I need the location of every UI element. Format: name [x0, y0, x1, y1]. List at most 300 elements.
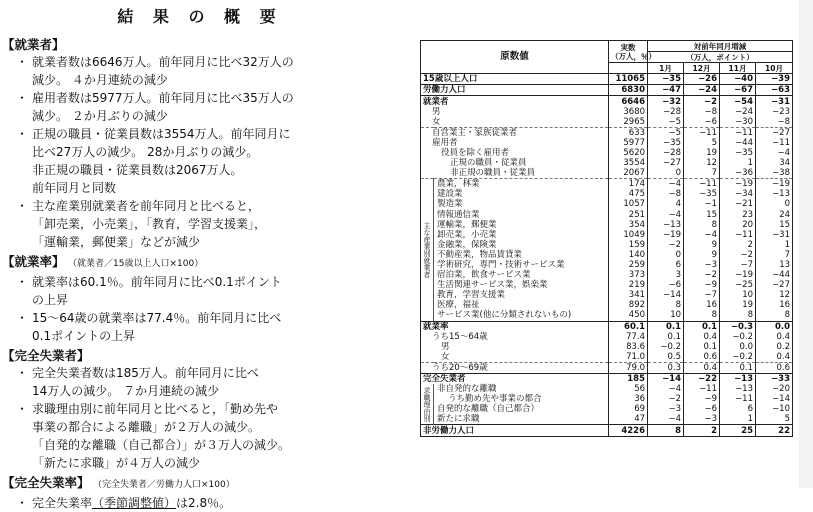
table-row	[421, 127, 793, 138]
change-value-cell: 10	[648, 310, 684, 321]
actual-value-cell: 2067	[609, 168, 648, 179]
change-value-cell: 2	[684, 425, 720, 436]
section-heading-text: 【完全失業者】	[2, 348, 90, 363]
row-label: 男	[441, 341, 450, 352]
industry-group-label: 主な産業別就業者	[421, 179, 434, 321]
change-value-cell: −3	[648, 404, 684, 414]
change-value-cell: 0	[648, 168, 684, 179]
bullet-item	[2, 53, 402, 89]
table-row	[421, 352, 793, 363]
month-header: 11月	[720, 63, 756, 74]
actual-value-cell: 6646	[609, 96, 648, 107]
row-label: 就業率	[421, 321, 609, 332]
change-value-cell: −7	[720, 260, 756, 270]
change-value-cell: −36	[720, 168, 756, 179]
change-value-cell: −13	[756, 189, 793, 199]
change-value-cell: −11	[756, 138, 793, 148]
actual-value-cell: 354	[609, 220, 648, 230]
table-row	[421, 332, 793, 342]
row-label: 正規の職員・従業員	[450, 158, 527, 169]
row-label: 15歳以上人口	[421, 74, 609, 85]
table-row	[421, 384, 793, 394]
change-value-cell: −8	[684, 107, 720, 117]
bullet-segment: 完全失業率	[32, 496, 93, 510]
table-row	[421, 414, 793, 425]
change-value-cell: −8	[648, 189, 684, 199]
change-value-cell: 0.5	[648, 352, 684, 363]
actual-value-cell: 56	[609, 384, 648, 394]
change-value-cell: −28	[648, 148, 684, 158]
section-heading-text: 【完全失業率】	[2, 475, 90, 490]
change-value-cell: 15	[756, 220, 793, 230]
bullet-line: 0.1ポイントの上昇	[32, 329, 136, 343]
change-value-cell: −13	[648, 220, 684, 230]
table-row	[421, 199, 793, 209]
change-value-cell: −38	[756, 168, 793, 179]
bullet-line: 比べ27万人の減少。 28か月ぶりの減少。	[32, 145, 259, 159]
change-value-cell: −2	[648, 240, 684, 250]
bullet-line: ・ 15～64歳の就業率は77.4％。前年同月に比べ	[32, 311, 282, 325]
change-value-cell: −14	[648, 374, 684, 385]
change-value-cell: −0.2	[648, 342, 684, 352]
table-row	[421, 107, 793, 117]
change-value-cell: 5	[684, 138, 720, 148]
change-value-cell: 6	[720, 404, 756, 414]
table-row	[421, 300, 793, 310]
change-value-cell: 1	[720, 414, 756, 425]
section-heading	[2, 474, 402, 494]
change-value-cell: −5	[648, 117, 684, 128]
month-header: 10月	[756, 63, 793, 74]
table-row	[421, 168, 793, 179]
change-value-cell: 25	[720, 425, 756, 436]
table-row	[421, 138, 793, 148]
change-value-cell: −19	[648, 230, 684, 240]
actual-value-cell: 2965	[609, 117, 648, 128]
bullet-line: 「卸売業，小売業」，「教育，学習支援業」，	[32, 217, 267, 231]
row-label: 完全失業者	[421, 374, 609, 385]
row-label: 男	[432, 106, 441, 117]
table-row	[421, 158, 793, 168]
change-value-cell: 9	[684, 250, 720, 260]
bullet-line: ・ 就業者数は6646万人。前年同月に比べ32万人の	[32, 55, 294, 69]
bullet-line: 事業の都合による離職」が２万人の減少。	[32, 420, 261, 434]
row-label: うち15～64歳	[432, 331, 488, 342]
actual-value-cell: 11065	[609, 74, 648, 85]
table-row	[421, 290, 793, 300]
change-value-cell: −6	[684, 117, 720, 128]
bullet-item	[2, 364, 402, 400]
change-value-cell: −0.3	[720, 321, 756, 332]
statistics-table	[420, 40, 793, 437]
change-value-cell: 0	[648, 250, 684, 260]
row-label: サービス業(他に分類されないもの)	[437, 310, 572, 321]
actual-value-cell: 79.0	[609, 362, 648, 373]
actual-value-cell: 450	[609, 310, 648, 321]
change-value-cell: 0.1	[720, 362, 756, 373]
change-value-cell: 12	[756, 290, 793, 300]
table-row	[421, 74, 793, 85]
actual-value-cell: 1057	[609, 199, 648, 209]
change-value-cell: 22	[756, 425, 793, 436]
header-label: 原数値	[421, 41, 609, 74]
change-value-cell: 8	[684, 310, 720, 321]
change-value-cell: −20	[756, 384, 793, 394]
section-note: （就業者／15歳以上人口×100）	[72, 259, 204, 269]
row-label: 自営業主・家族従業者	[421, 127, 609, 138]
change-value-cell: 4	[648, 199, 684, 209]
row-label: 自発的な離職（自己都合）	[437, 404, 540, 415]
actual-value-cell: 140	[609, 250, 648, 260]
bullet-item	[2, 125, 402, 197]
row-label: 不動産業，物品賃貸業	[437, 249, 523, 260]
change-value-cell: −21	[720, 199, 756, 209]
summary-column	[2, 34, 402, 512]
actual-value-cell: 251	[609, 210, 648, 220]
change-value-cell: −9	[684, 394, 720, 404]
change-value-cell: −11	[684, 384, 720, 394]
change-value-cell: −0.2	[720, 352, 756, 363]
change-value-cell: 20	[720, 220, 756, 230]
change-value-cell: 0	[756, 199, 793, 209]
section-heading-text: 【就業率】	[2, 254, 65, 269]
row-label: 新たに求職	[437, 414, 480, 425]
month-header: 12月	[684, 63, 720, 74]
actual-value-cell: 219	[609, 280, 648, 290]
section-heading	[2, 36, 402, 53]
row-label: 医療，福祉	[437, 300, 480, 311]
actual-value-cell: 3680	[609, 107, 648, 117]
change-value-cell: −11	[684, 127, 720, 138]
change-value-cell: 34	[756, 158, 793, 168]
scrollbar-track[interactable]	[799, 0, 813, 488]
change-value-cell: 8	[720, 310, 756, 321]
change-value-cell: −25	[720, 280, 756, 290]
change-value-cell: −1	[684, 199, 720, 209]
bullet-item	[2, 273, 402, 309]
change-value-cell: 19	[684, 148, 720, 158]
change-value-cell: −30	[720, 117, 756, 128]
change-value-cell: −14	[756, 394, 793, 404]
table-row	[421, 96, 793, 107]
change-value-cell: 12	[684, 158, 720, 168]
table-row	[421, 179, 793, 190]
bullet-item	[2, 89, 402, 125]
table-row	[421, 210, 793, 220]
row-label: 建設業	[437, 189, 463, 200]
change-value-cell: −27	[756, 127, 793, 138]
section-heading-text: 【就業者】	[2, 37, 65, 52]
change-value-cell: −4	[648, 210, 684, 220]
change-value-cell: −27	[756, 280, 793, 290]
change-value-cell: 7	[684, 168, 720, 179]
actual-value-cell: 1049	[609, 230, 648, 240]
bullet-line: ・ 正規の職員・従業員数は3554万人。前年同月に	[32, 127, 291, 141]
change-value-cell: −28	[648, 107, 684, 117]
table-row	[421, 362, 793, 373]
change-value-cell: 0.1	[648, 321, 684, 332]
change-value-cell: 10	[720, 290, 756, 300]
change-value-cell: −0.2	[720, 332, 756, 342]
actual-value-cell: 71.0	[609, 352, 648, 363]
change-value-cell: −31	[756, 230, 793, 240]
change-value-cell: −2	[684, 96, 720, 107]
change-value-cell: −6	[684, 404, 720, 414]
actual-value-cell: 5620	[609, 148, 648, 158]
row-label: うち20～69歳	[421, 362, 609, 373]
bullet-segment: （季節調整値）	[92, 496, 177, 510]
bullet-line: 非正規の職員・従業員数は2067万人。	[32, 163, 243, 177]
change-value-cell: −2	[684, 270, 720, 280]
reason-group-label: 求職理由別	[421, 384, 434, 425]
change-value-cell: −6	[648, 280, 684, 290]
actual-value-cell: 159	[609, 240, 648, 250]
bullet-line: ・ 求職理由別に前年同月と比べると，「勤め先や	[32, 402, 279, 416]
change-value-cell: 0.6	[684, 352, 720, 363]
bullet-line: 「運輸業，郵便業」などが減少	[32, 235, 201, 249]
actual-value-cell: 3554	[609, 158, 648, 168]
change-value-cell: −11	[720, 127, 756, 138]
change-value-cell: 1	[756, 240, 793, 250]
actual-value-cell: 174	[609, 179, 648, 190]
change-value-cell: 5	[756, 414, 793, 425]
change-value-cell: −35	[684, 189, 720, 199]
table-row	[421, 342, 793, 352]
change-value-cell: −39	[756, 74, 793, 85]
table-row	[421, 85, 793, 96]
change-value-cell: −4	[648, 179, 684, 190]
change-value-cell: −35	[648, 138, 684, 148]
actual-value-cell: 5977	[609, 138, 648, 148]
change-value-cell: −11	[720, 394, 756, 404]
table-row	[421, 321, 793, 332]
change-value-cell: 0.4	[756, 352, 793, 363]
section-heading	[2, 347, 402, 364]
header-actual	[609, 41, 657, 63]
actual-value-cell: 185	[609, 374, 648, 385]
change-value-cell: −27	[648, 158, 684, 168]
change-value-cell: 0.1	[684, 321, 720, 332]
bullet-item	[2, 494, 402, 512]
header-actual-blank	[609, 63, 648, 74]
change-value-cell: 15	[684, 210, 720, 220]
change-value-cell: 23	[720, 210, 756, 220]
change-value-cell: −54	[720, 96, 756, 107]
table-row	[421, 404, 793, 414]
change-value-cell: 1	[720, 158, 756, 168]
change-value-cell: −44	[756, 270, 793, 280]
table-row	[421, 310, 793, 321]
change-value-cell: 0.1	[684, 342, 720, 352]
change-value-cell: −35	[720, 148, 756, 158]
row-label: 卸売業，小売業	[437, 229, 497, 240]
change-value-cell: −2	[720, 250, 756, 260]
table-row	[421, 220, 793, 230]
change-value-cell: 0.2	[756, 342, 793, 352]
table-row	[421, 148, 793, 158]
row-label: 女	[441, 351, 450, 362]
change-value-cell: −8	[756, 117, 793, 128]
change-value-cell: −11	[684, 179, 720, 190]
actual-value-cell: 60.1	[609, 321, 648, 332]
change-value-cell: 8	[648, 425, 684, 436]
bullet-line: ・ 主な産業別就業者を前年同月と比べると，	[32, 199, 261, 213]
row-label: うち勤め先や事業の都合	[448, 394, 542, 405]
change-value-cell: −44	[720, 138, 756, 148]
row-label: 運輸業，郵便業	[437, 219, 497, 230]
row-label: 役員を除く雇用者	[441, 147, 510, 158]
actual-value-cell: 259	[609, 260, 648, 270]
row-label: 宿泊業，飲食サービス業	[437, 270, 531, 281]
actual-value-cell: 633	[609, 127, 648, 138]
change-value-cell: −4	[684, 230, 720, 240]
change-value-cell: −26	[684, 74, 720, 85]
table-row	[421, 260, 793, 270]
row-label: 生活関連サービス業，娯楽業	[437, 280, 548, 291]
row-label: 非正規の職員・従業員	[450, 168, 536, 179]
change-value-cell: −22	[684, 374, 720, 385]
bullet-line: 「新たに求職」が４万人の減少	[32, 456, 201, 470]
change-value-cell: 19	[720, 300, 756, 310]
bullet-item	[2, 197, 402, 251]
row-label: 労働力人口	[421, 85, 609, 96]
actual-value-cell: 36	[609, 394, 648, 404]
change-value-cell: −67	[720, 85, 756, 96]
bullet-line: ・ 完全失業者数は185万人。前年同月に比べ	[32, 366, 259, 380]
table-row	[421, 270, 793, 280]
change-value-cell: 3	[648, 270, 684, 280]
change-value-cell: 7	[756, 250, 793, 260]
actual-value-cell: 892	[609, 300, 648, 310]
change-value-cell: 0.4	[756, 332, 793, 342]
change-value-cell: 16	[684, 300, 720, 310]
change-value-cell: −3	[684, 260, 720, 270]
change-value-cell: 0.0	[720, 342, 756, 352]
bullet-line: ・ 雇用者数は5977万人。前年同月に比べ35万人の	[32, 91, 294, 105]
change-value-cell: 8	[648, 300, 684, 310]
table-row	[421, 425, 793, 436]
bullet-line: 14万人の減少。 ７か月連続の減少	[32, 384, 220, 398]
header-change-unit: （万人，ポイント）	[648, 52, 793, 63]
section-note: （完全失業者／労働力人口×100）	[97, 480, 235, 490]
row-label: 雇用者	[432, 137, 458, 148]
row-label: 就業者	[421, 96, 609, 107]
change-value-cell: 0.3	[648, 362, 684, 373]
row-label: 製造業	[437, 199, 463, 210]
bullet-line: 減少。 ４か月連続の減少	[32, 73, 168, 87]
row-label: 学術研究，専門・技術サービス業	[437, 260, 565, 271]
change-value-cell: 24	[756, 210, 793, 220]
change-value-cell: 0.6	[756, 362, 793, 373]
row-label: 教育，学習支援業	[437, 290, 506, 301]
change-value-cell: −2	[648, 394, 684, 404]
change-value-cell: −32	[648, 96, 684, 107]
row-label: 金融業，保険業	[437, 239, 497, 250]
change-value-cell: −11	[720, 230, 756, 240]
change-value-cell: −4	[648, 384, 684, 394]
table-row	[421, 230, 793, 240]
actual-value-cell: 475	[609, 189, 648, 199]
change-value-cell: −24	[684, 85, 720, 96]
change-value-cell: −4	[648, 414, 684, 425]
statistics-table-wrap	[420, 40, 792, 437]
header-change: 対前年同月増減	[648, 41, 793, 52]
row-label: 情報通信業	[437, 209, 480, 220]
change-value-cell: −34	[720, 189, 756, 199]
table-row	[421, 280, 793, 290]
change-value-cell: −19	[720, 179, 756, 190]
change-value-cell: −7	[684, 290, 720, 300]
bullet-segment: は2.8％。	[176, 496, 232, 510]
change-value-cell: −23	[756, 107, 793, 117]
change-value-cell: 13	[756, 260, 793, 270]
header-actual-unit: （万人，％）	[611, 51, 657, 61]
bullet-line: ・ 就業率は60.1％。前年同月に比べ0.1ポイント	[32, 275, 282, 289]
change-value-cell: −33	[756, 374, 793, 385]
change-value-cell: −5	[648, 127, 684, 138]
change-value-cell: −13	[720, 384, 756, 394]
actual-value-cell: 341	[609, 290, 648, 300]
change-value-cell: 6	[648, 260, 684, 270]
table-row	[421, 117, 793, 128]
actual-value-cell: 373	[609, 270, 648, 280]
change-value-cell: 0.4	[684, 332, 720, 342]
table-row	[421, 374, 793, 385]
change-value-cell: 0.1	[648, 332, 684, 342]
bullet-item	[2, 400, 402, 472]
change-value-cell: −35	[648, 74, 684, 85]
change-value-cell: −40	[720, 74, 756, 85]
row-label: 非労働力人口	[421, 425, 609, 436]
change-value-cell: 16	[756, 300, 793, 310]
row-label: 非自発的な離職	[437, 384, 497, 395]
bullet-line: 減少。 ２か月ぶりの減少	[32, 109, 168, 123]
change-value-cell: 8	[756, 310, 793, 321]
actual-value-cell: 4226	[609, 425, 648, 436]
change-value-cell: −19	[720, 270, 756, 280]
bullet-line: 「自発的な離職（自己都合）」が３万人の減少。	[32, 438, 291, 452]
row-label: 農業，林業	[434, 179, 609, 190]
change-value-cell: −31	[756, 96, 793, 107]
actual-value-cell: 47	[609, 414, 648, 425]
change-value-cell: 2	[720, 240, 756, 250]
change-value-cell: −14	[648, 290, 684, 300]
table-row	[421, 189, 793, 199]
row-label: 女	[432, 116, 441, 127]
section-heading	[2, 253, 402, 273]
change-value-cell: −24	[720, 107, 756, 117]
month-header: 1月	[648, 63, 684, 74]
change-value-cell: −10	[756, 404, 793, 414]
change-value-cell: −13	[720, 374, 756, 385]
bullet-line: 前年同月と同数	[32, 181, 117, 195]
table-row	[421, 394, 793, 404]
change-value-cell: −47	[648, 85, 684, 96]
change-value-cell: 9	[684, 240, 720, 250]
change-value-cell: −4	[756, 148, 793, 158]
page-title: 結 果 の 概 要	[117, 7, 283, 26]
change-value-cell: 0.0	[756, 321, 793, 332]
change-value-cell: −9	[684, 280, 720, 290]
change-value-cell: 8	[684, 220, 720, 230]
table-row	[421, 240, 793, 250]
change-value-cell: −63	[756, 85, 793, 96]
change-value-cell: −3	[684, 414, 720, 425]
actual-value-cell: 77.4	[609, 332, 648, 342]
actual-value-cell: 83.6	[609, 342, 648, 352]
actual-value-cell: 6830	[609, 85, 648, 96]
change-value-cell: −19	[756, 179, 793, 190]
